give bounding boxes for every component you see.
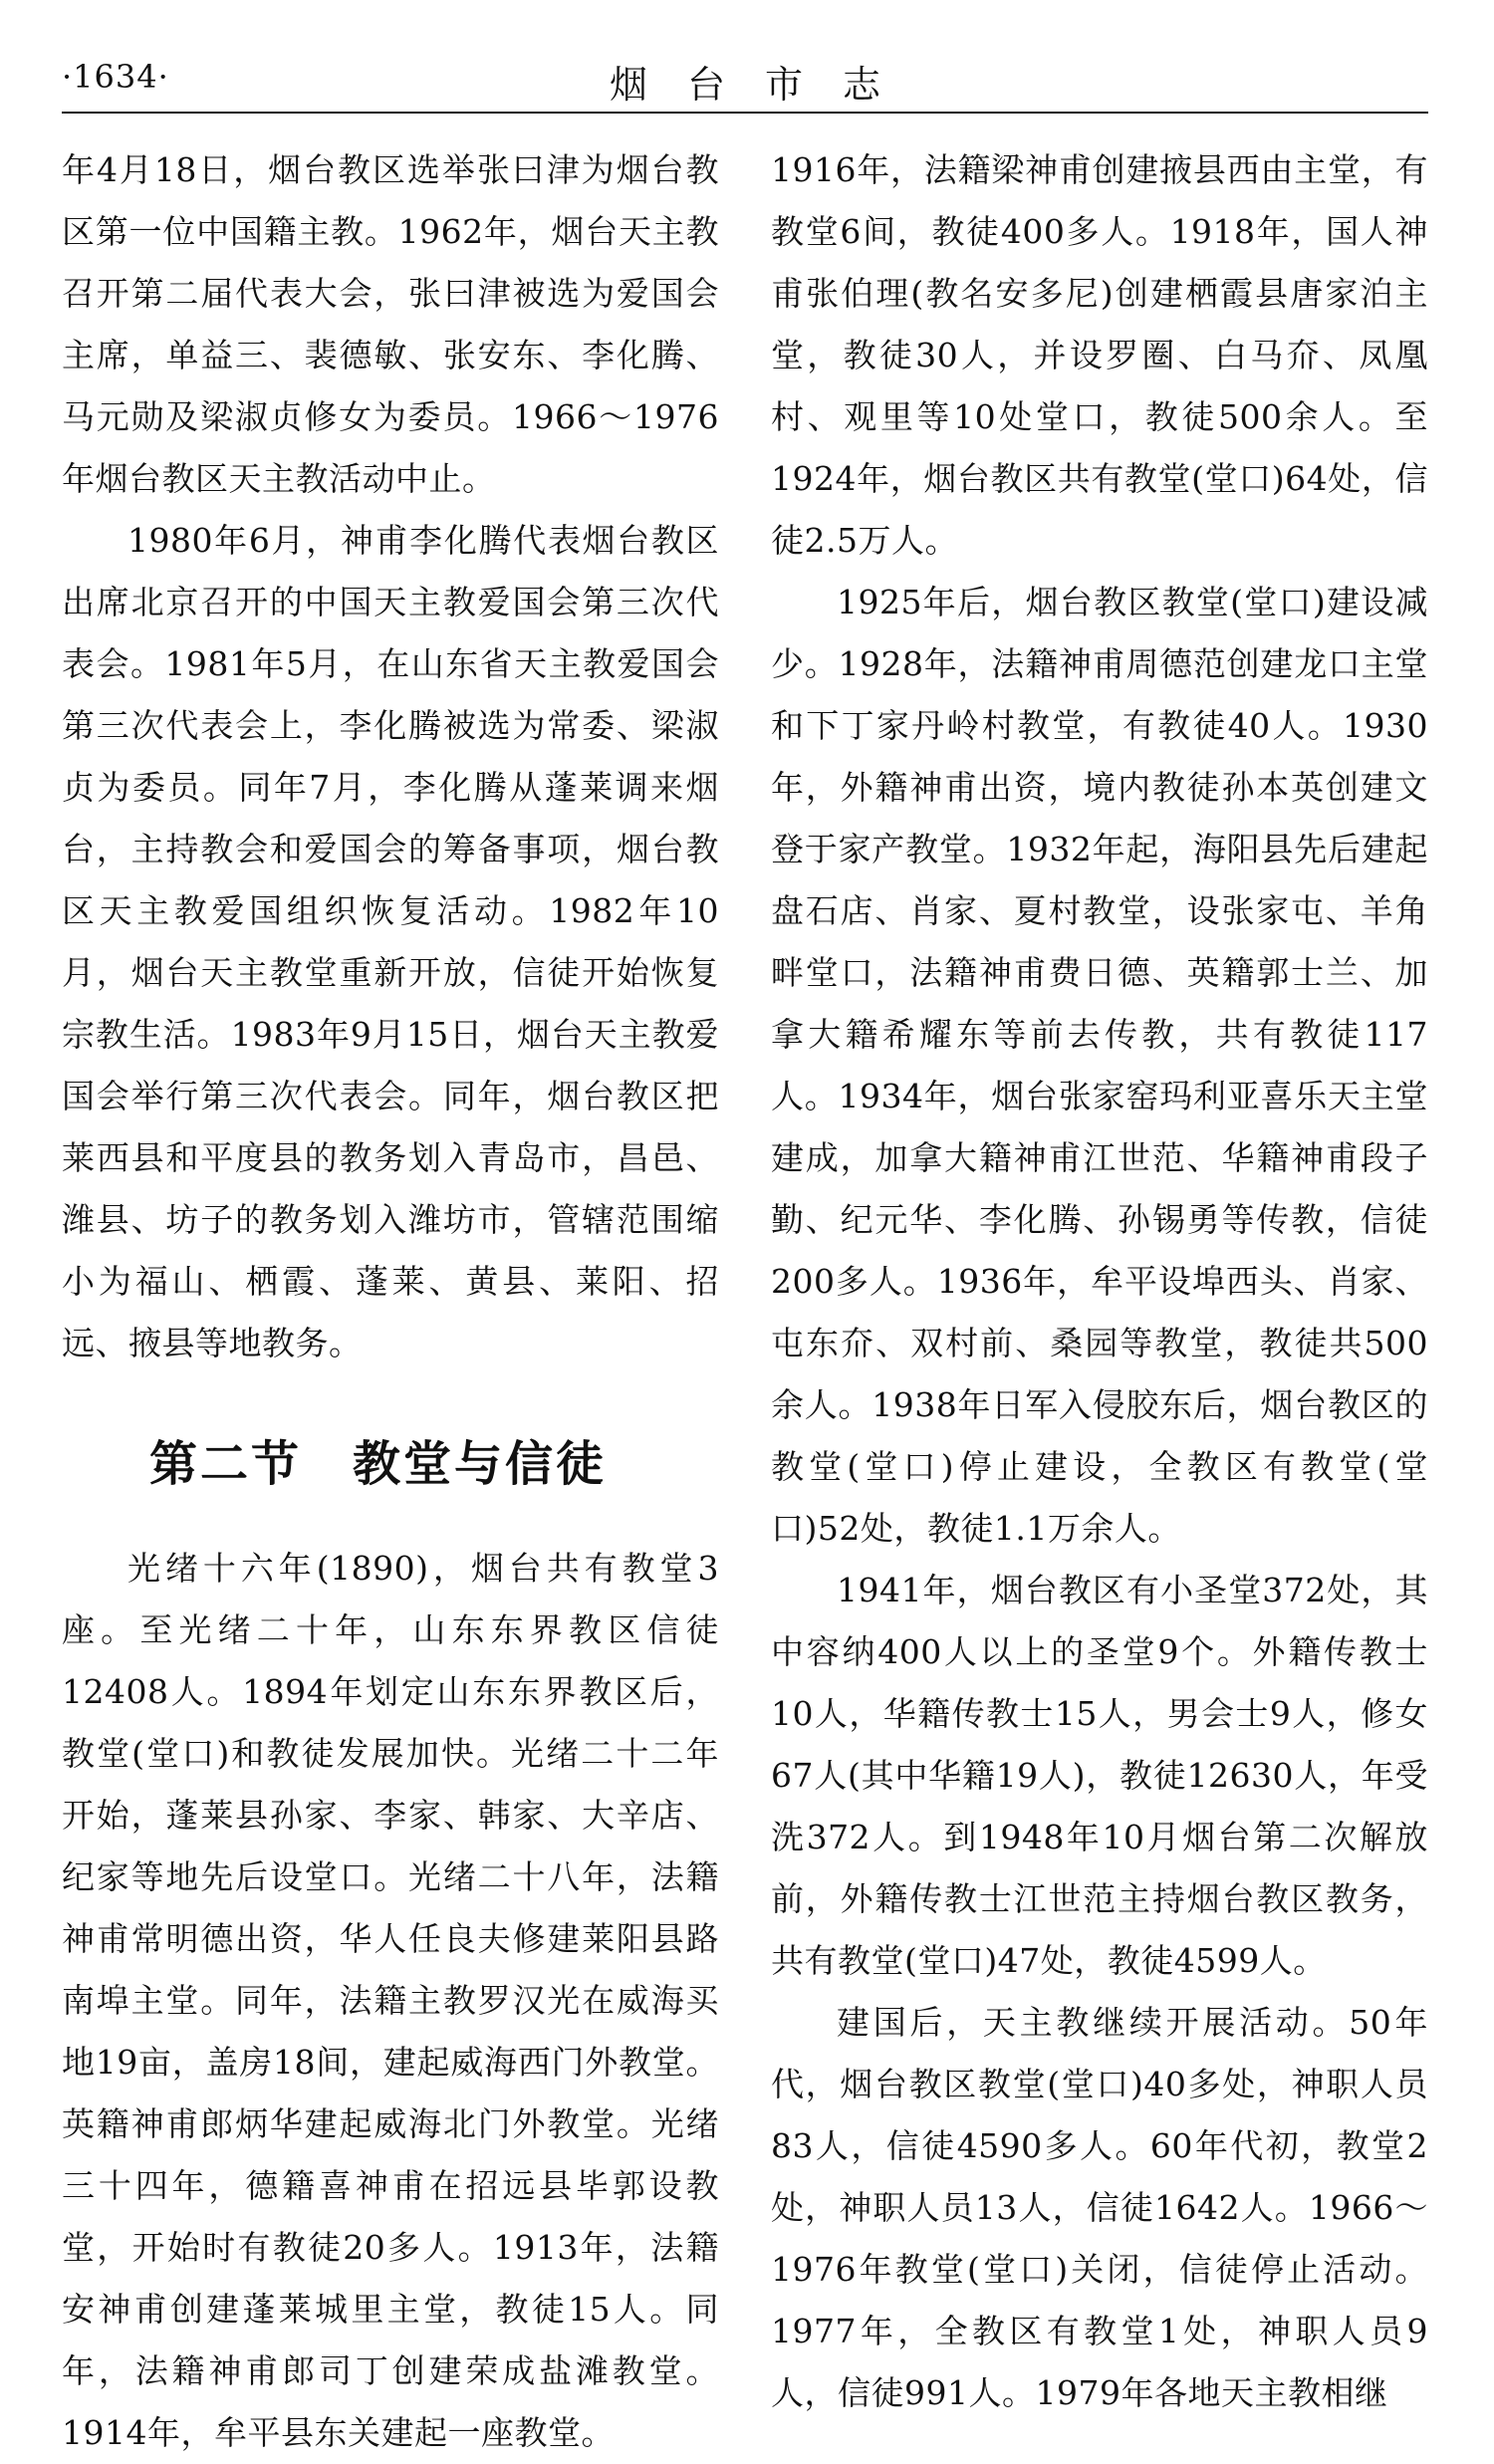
left-column xyxy=(62,139,719,2464)
paragraph: 年4月18日，烟台教区选举张曰津为烟台教区第一位中国籍主教。1962年，烟台天主教召开第二届代表大会，张曰津被选为爱国会主席，单益三、裴德敏、张安东、李化腾、马元勋及梁淑贞修女为委员。1966～1976年烟台教区天主教活动中止。 xyxy=(62,150,719,498)
paragraph: 建国后，天主教继续开展活动。50年代，烟台教区教堂(堂口)40多处，神职人员83人，信徒4590多人。60年代初，教堂2处，神职人员13人，信徒1642人。1966～1976年教堂(堂口)关闭，信徒停止活动。1977年，全教区有教堂1处，神职人员9人，信徒991人。1979年各地天主教相继 xyxy=(771,2003,1428,2412)
paragraph: 1980年6月，神甫李化腾代表烟台教区出席北京召开的中国天主教爱国会第三次代表会。1981年5月，在山东省天主教爱国会第三次代表会上，李化腾被选为常委、梁淑贞为委员。同年7月，李化腾从蓬莱调来烟台，主持教会和爱国会的筹备事项，烟台教区天主教爱国组织恢复活动。1982年10月，烟台天主教堂重新开放，信徒开始恢复宗教生活。1983年9月15日，烟台天主教爱国会举行第三次代表会。同年，烟台教区把莱西县和平度县的教务划入青岛市，昌邑、潍县、坊子的教务划入潍坊市，管辖范围缩小为福山、栖霞、蓬莱、黄县、莱阳、招远、掖县等地教务。 xyxy=(62,521,719,1362)
running-title: 烟台市志 xyxy=(609,63,920,107)
page-number: ·1634· xyxy=(62,58,169,96)
paragraph: 1916年，法籍梁神甫创建掖县西由主堂，有教堂6间，教徒400多人。1918年，国人神甫张伯理(教名安多尼)创建栖霞县唐家泊主堂，教徒30人，并设罗圈、白马夼、凤凰村、观里等10处堂口，教徒500余人。至1924年，烟台教区共有教堂(堂口)64处，信徒2.5万人。 xyxy=(771,150,1428,560)
paragraph: 光绪十六年(1890)，烟台共有教堂3座。至光绪二十年，山东东界教区信徒12408人。1894年划定山东东界教区后，教堂(堂口)和教徒发展加快。光绪二十二年开始，蓬莱县孙家、李家、韩家、大辛店、纪家等地先后设堂口。光绪二十八年，法籍神甫常明德出资，华人任良夫修建莱阳县路南埠主堂。同年，法籍主教罗汉光在威海买地19亩，盖房18间，建起威海西门外教堂。英籍神甫郎炳华建起威海北门外教堂。光绪三十四年，德籍喜神甫在招远县毕郭设教堂，开始时有教徒20多人。1913年，法籍安神甫创建蓬莱城里主堂，教徒15人。同年，法籍神甫郎司丁创建荣成盐滩教堂。1914年，牟平县东关建起一座教堂。 xyxy=(62,1549,719,2452)
paragraph: 1925年后，烟台教区教堂(堂口)建设减少。1928年，法籍神甫周德范创建龙口主堂和下丁家丹岭村教堂，有教徒40人。1930年，外籍神甫出资，境内教徒孙本英创建文登于家产教堂。1932年起，海阳县先后建起盘石店、肖家、夏村教堂，设张家屯、羊角畔堂口，法籍神甫费日德、英籍郭士兰、加拿大籍希耀东等前去传教，共有教徒117人。1934年，烟台张家窑玛利亚喜乐天主堂建成，加拿大籍神甫江世范、华籍神甫段子勤、纪元华、李化腾、孙锡勇等传教，信徒200多人。1936年，牟平设埠西头、肖家、屯东夼、双村前、桑园等教堂，教徒共500余人。1938年日军入侵胶东后，烟台教区的教堂(堂口)停止建设，全教区有教堂(堂口)52处，教徒1.1万余人。 xyxy=(771,583,1428,1548)
page-header xyxy=(62,52,1428,112)
right-column xyxy=(771,139,1428,2424)
section-heading: 第二节 教堂与信徒 xyxy=(149,1436,608,1492)
header-rule xyxy=(62,112,1428,114)
paragraph: 1941年，烟台教区有小圣堂372处，其中容纳400人以上的圣堂9个。外籍传教士10人，华籍传教士15人，男会士9人，修女67人(其中华籍19人)，教徒12630人，年受洗372人。到1948年10月烟台第二次解放前，外籍传教士江世范主持烟台教区教务，共有教堂(堂口)47处，教徒4599人。 xyxy=(771,1571,1428,1980)
